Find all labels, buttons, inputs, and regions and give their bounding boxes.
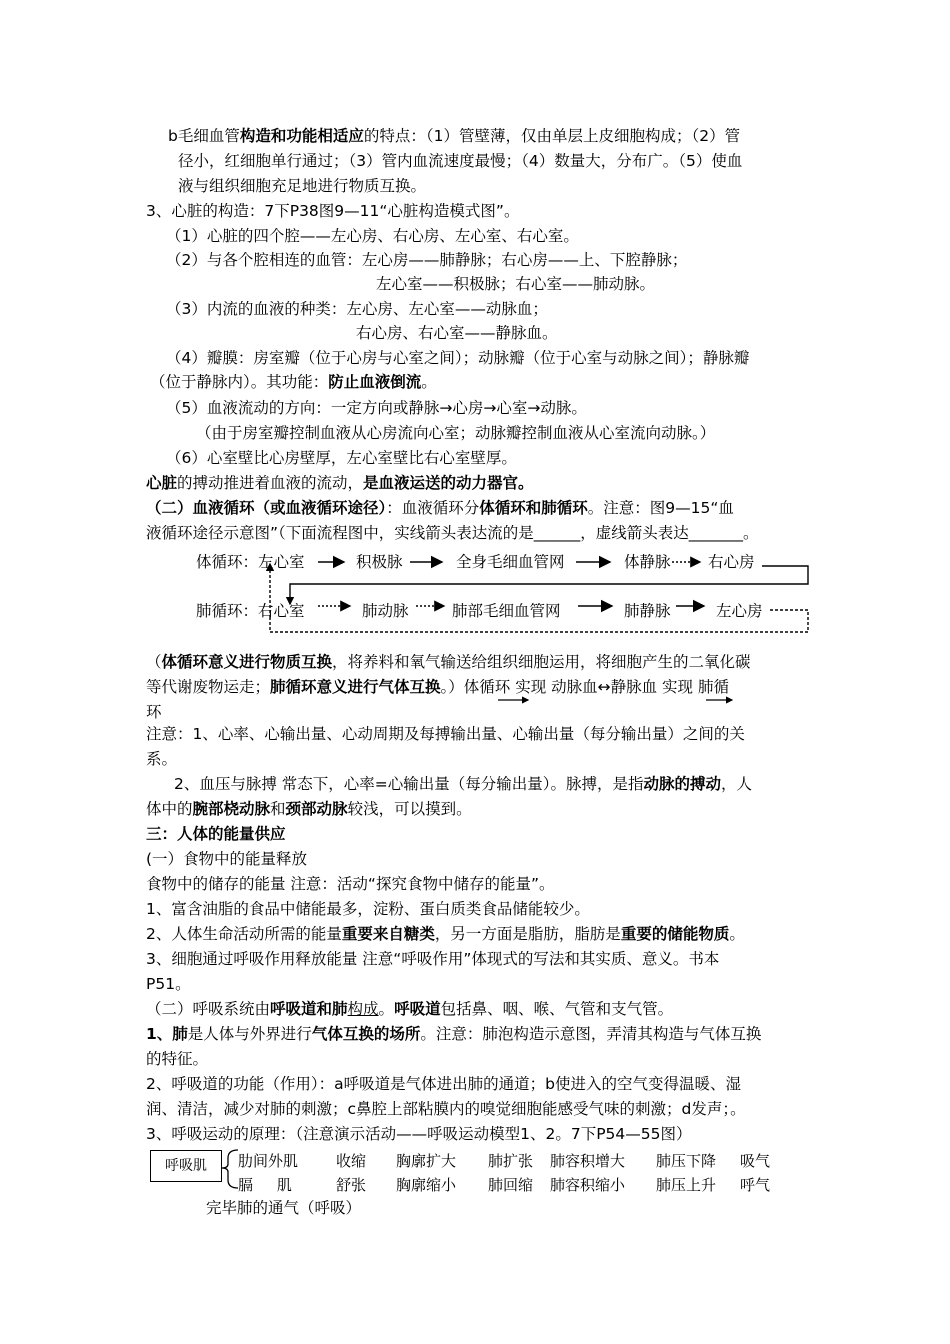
heart-p1: （1）心脏的四个腔——左心房、右心房、左心室、右心室。 — [166, 227, 579, 245]
bold-text: 体循环意义进行物质互换 — [161, 653, 333, 671]
text: 是人体与外界进行 — [187, 1025, 312, 1043]
text: 体中的 — [146, 800, 193, 818]
muscle-row-1-col-2: 收缩 — [336, 1152, 367, 1170]
heart-p3b: 右心房、右心室——静脉血。 — [356, 324, 558, 342]
systemic-node: 全身毛细血管网 — [456, 553, 565, 571]
systemic-node: 体静脉 — [624, 553, 671, 571]
text: 等代谢废物运走； — [146, 678, 271, 696]
text: 。注意：肺泡构造示意图，弄清其构造与气体互换 — [420, 1025, 762, 1043]
ventilation-complete: 完毕肺的通气（呼吸） — [206, 1199, 362, 1217]
energy-l1: 食物中的储存的能量 注意：活动“探究食物中储存的能量”。 — [146, 875, 555, 893]
text: （二）呼吸系统由 — [146, 1000, 271, 1018]
pulmonary-start: 肺循环：右心室 — [196, 602, 305, 620]
energy-sub1: (一）食物中的能量释放 — [146, 850, 308, 868]
meaning-line-3: 环 — [146, 703, 162, 721]
bold-text: 呼吸道和肺 — [270, 1000, 348, 1018]
systemic-node: 积极脉 — [356, 553, 403, 571]
systemic-start: 体循环：左心室 — [196, 553, 305, 571]
note-1b: 系。 — [146, 750, 178, 768]
text: 。注意：图9—15“血 — [587, 499, 734, 517]
capillary-line-2: 径小，红细胞单行通过；（3）管内血流速度最慢；（4）数量大，分布广。（5）使血 — [178, 152, 743, 170]
pulmonary-node: 肺部毛细血管网 — [452, 602, 561, 620]
bold-text: 体循环和肺循环 — [479, 499, 588, 517]
muscle-row-1-col-4: 肺扩张 — [488, 1152, 534, 1170]
text: 和 — [270, 800, 286, 818]
bold-text: 防止血液倒流 — [328, 373, 422, 391]
heart-p4a: （4）瓣膜：房室瓣（位于心房与心室之间）；动脉瓣（位于心室与动脉之间）；静脉瓣 — [166, 349, 750, 367]
capillary-line-3: 液与组织细胞充足地进行物质互换。 — [178, 177, 427, 195]
muscle-row-2-col-1: 膈 肌 — [238, 1176, 292, 1194]
pulmonary-node: 肺静脉 — [624, 602, 671, 620]
muscle-row-1-col-1: 肋间外肌 — [238, 1152, 299, 1170]
heart-p6: （6）心室壁比心房壁厚，左心室壁比右心室壁厚。 — [166, 449, 517, 467]
respiratory-muscle-box: 呼吸肌 — [150, 1150, 222, 1182]
muscle-row-2-col-7: 呼气 — [740, 1176, 771, 1194]
tract-a: 2、呼吸道的功能（作用）：a呼吸道是气体进出肺的通道；b使进入的空气变得温暖、湿 — [146, 1075, 741, 1093]
bold-text: 心脏 — [146, 474, 178, 492]
tract-b: 润、清洁，减少对肺的刺激；c鼻腔上部粘膜内的嗅觉细胞能感受气味的刺激；d发声；。 — [146, 1100, 746, 1118]
muscle-row-1-col-6: 肺压下降 — [656, 1152, 717, 1170]
muscle-row-1-col-5: 肺容积增大 — [550, 1152, 626, 1170]
text: 。 — [378, 1000, 395, 1018]
bold-text: 重要来自糖类 — [341, 925, 435, 943]
heart-heading: 3、心脏的构造：7下P38图9—11“心脏构造模式图”。 — [146, 202, 520, 220]
note-1a: 注意：1、心率、心输出量、心动周期及每搏输出量、心输出量（每分输出量）之间的关 — [146, 725, 745, 743]
text: 。）体循环 实现 动脉血↔静脉血 实现 肺循 — [440, 678, 729, 696]
text: 。 — [729, 925, 745, 943]
bold-text: 腕部桡动脉 — [192, 800, 271, 818]
heart-p2a: （2）与各个腔相连的血管：左心房——肺静脉；右心房——上、下腔静脉； — [166, 251, 688, 269]
energy-l4a: 3、细胞通过呼吸作用释放能量 注意“呼吸作用”体现式的写法和其实质、意义。书本 — [146, 950, 720, 968]
bold-text: 颈部动脉 — [285, 800, 348, 818]
text: 2、人体生命活动所需的能量 — [146, 925, 342, 943]
muscle-row-2-col-4: 肺回缩 — [488, 1176, 534, 1194]
text: 的搏动推进着血液的流动， — [177, 474, 364, 492]
bold-text: （二）血液循环（或血液循环途径） — [146, 499, 387, 517]
text: 包括鼻、咽、喉、气管和支气管。 — [440, 1000, 674, 1018]
text: ，另一方面是脂肪，脂肪是 — [434, 925, 621, 943]
text: 2、血压与脉搏 常态下，心率=心输出量（每分输出量）。脉搏，是指 — [174, 775, 644, 793]
bold-text: 肺循环意义进行气体互换 — [270, 678, 441, 696]
heart-p2b: 左心室——积极脉；右心室——肺动脉。 — [376, 275, 656, 293]
bold-text: 1、肺 — [146, 1025, 188, 1043]
text: 的特点：（1）管壁薄，仅由单层上皮细胞构成；（2）管 — [363, 127, 741, 145]
heart-p5b: （由于房室瓣控制血液从心房流向心室；动脉瓣控制血液从心室流向动脉。） — [196, 424, 716, 442]
bold-text: 构造和功能相适应 — [239, 127, 364, 145]
text: 较浅，可以摸到。 — [347, 800, 472, 818]
bold-text: 呼吸道 — [394, 1000, 441, 1018]
bold-text: 气体互换的场所 — [311, 1025, 421, 1043]
systemic-end: 右心房 — [708, 553, 755, 571]
bold-text: 动脉的搏动 — [643, 775, 722, 793]
text: （位于静脉内）。其功能： — [150, 373, 329, 391]
bold-text: 是血液运送的动力器官。 — [363, 474, 534, 492]
heart-p3a: （3）内流的血液的种类：左心房、左心室——动脉血； — [166, 300, 548, 318]
text: ，人 — [721, 775, 753, 793]
pulmonary-end: 左心房 — [716, 602, 763, 620]
text: b毛细血管 — [168, 127, 240, 145]
text: 。 — [421, 373, 437, 391]
bold-text: 重要的储能物质 — [620, 925, 730, 943]
underlined-text: 构成 — [347, 1000, 379, 1018]
muscle-row-2-col-3: 胸廓缩小 — [396, 1176, 457, 1194]
energy-heading: 三：人体的能量供应 — [146, 825, 286, 843]
breathing-movement: 3、呼吸运动的原理：（注意演示活动——呼吸运动模型1、2。7下P54—55图） — [146, 1125, 692, 1143]
text: （ — [146, 653, 162, 671]
muscle-row-1-col-3: 胸廓扩大 — [396, 1152, 457, 1170]
energy-l2: 1、富含油脂的食品中储能最多，淀粉、蛋白质类食品储能较少。 — [146, 900, 590, 918]
muscle-row-2-col-6: 肺压上升 — [656, 1176, 717, 1194]
muscle-row-1-col-7: 吸气 — [740, 1152, 771, 1170]
text: ，将养料和氧气输送给组织细胞运用，将细胞产生的二氧化碳 — [332, 653, 751, 671]
heart-p5: （5）血液流动的方向：一定方向或静脉→心房→心室→动脉。 — [166, 399, 587, 417]
muscle-row-2-col-5: 肺容积缩小 — [550, 1176, 626, 1194]
circulation-line-2: 液循环途径示意图”（下面流程图中，实线箭头表达流的是______，虚线箭头表达_______。 — [146, 524, 759, 542]
muscle-row-2-col-2: 舒张 — [336, 1176, 367, 1194]
pulmonary-node: 肺动脉 — [362, 602, 409, 620]
lung-b: 的特征。 — [146, 1050, 209, 1068]
energy-l4b: P51。 — [146, 975, 191, 993]
text: ：血液循环分 — [386, 499, 480, 517]
